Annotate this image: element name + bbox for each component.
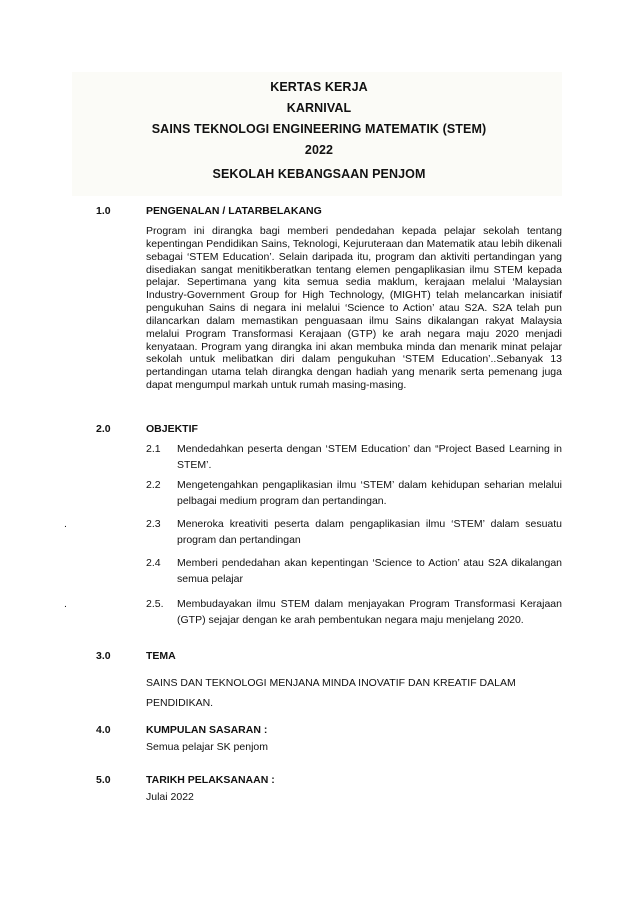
section-1-number: 1.0: [96, 205, 111, 217]
doc-title-stem: SAINS TEKNOLOGI ENGINEERING MATEMATIK (STEM): [151, 122, 487, 136]
objective-text: Memberi pendedahan akan kepentingan ‘Science to Action’ atau S2A dikalangan semua pelajar: [177, 557, 562, 585]
section-5-title: TARIKH PELAKSANAAN :: [146, 774, 275, 786]
section-1-title: PENGENALAN / LATARBELAKANG: [146, 205, 322, 217]
doc-title-karnival: KARNIVAL: [286, 101, 352, 115]
doc-title-year: 2022: [304, 143, 334, 157]
doc-title-school: SEKOLAH KEBANGSAAN PENJOM: [212, 167, 426, 181]
section-4-number: 4.0: [96, 724, 111, 736]
objective-number: 2.3: [146, 518, 161, 530]
objective-text: Meneroka kreativiti peserta dalam pengaplikasian ilmu ‘STEM’ dalam sesuatu program dan pertandingan: [177, 518, 562, 546]
margin-mark: .: [64, 518, 67, 530]
doc-title-kertas-kerja: KERTAS KERJA: [270, 80, 368, 94]
section-5-number: 5.0: [96, 774, 111, 786]
objective-text: Mendedahkan peserta dengan ‘STEM Education’ dan “Project Based Learning in STEM’.: [177, 443, 562, 471]
section-3-body: SAINS DAN TEKNOLOGI MENJANA MINDA INOVATIF DAN KREATIF DALAM PENDIDIKAN.: [146, 677, 516, 709]
section-2-number: 2.0: [96, 423, 111, 435]
section-5-body: Julai 2022: [146, 791, 194, 803]
objective-text: Membudayakan ilmu STEM dalam menjayakan Program Transformasi Kerajaan (GTP) sejajar dengan ke arah pembentukan negara maju menjelang 2020.: [177, 598, 562, 626]
section-4-title: KUMPULAN SASARAN :: [146, 724, 268, 736]
section-3-title: TEMA: [146, 650, 176, 662]
section-3-number: 3.0: [96, 650, 111, 662]
section-1-body: Program ini dirangka bagi memberi pendedahan kepada pelajar sekolah tentang kepentingan Pendidikan Sains, Teknologi, Kejuruteraan dan Matematik atau lebih dikenali sebagai ‘STEM Education’. Selain daripada itu, program dan aktiviti pertandingan yang disediakan sangat menitikberatkan tentang elemen pengaplikasian ilmu STEM kepada pelajar. Sepertimana yang kita semua sedia maklum, kerajaan melalui ‘Malaysian Industry-Government Group for High Technology, (MIGHT) telah melancarkan inisiatif pengukuhan Sains di negara ini melalui ‘Science to Action’ atau S2A. S2A telah pun dilancarkan dalam memastikan penguasaan ilmu Sains dikalangan rakyat Malaysia melalui Program Transformasi Kerajaan (GTP) ke arah negara maju 2020 menjadi kenyataan. Program yang dirangka ini akan membuka minda dan menarik minat pelajar sekolah untuk melibatkan diri dalam pengukuhan ‘STEM Education’..Sebanyak 13 pertandingan utama telah dirangka dengan hadiah yang menarik serta pemenang juga dapat mengumpul markah untuk rumah masing-masing.: [146, 225, 563, 392]
objective-text: Mengetengahkan pengaplikasian ilmu ‘STEM’ dalam kehidupan seharian melalui pelbagai medium program dan pertandingan.: [177, 479, 562, 507]
objective-number: 2.5.: [146, 598, 164, 610]
section-4-body: Semua pelajar SK penjom: [146, 741, 268, 753]
section-2-title: OBJEKTIF: [146, 423, 198, 435]
objective-number: 2.4: [146, 557, 161, 569]
objective-number: 2.1: [146, 443, 161, 455]
objective-number: 2.2: [146, 479, 161, 491]
margin-mark: .: [64, 598, 67, 610]
